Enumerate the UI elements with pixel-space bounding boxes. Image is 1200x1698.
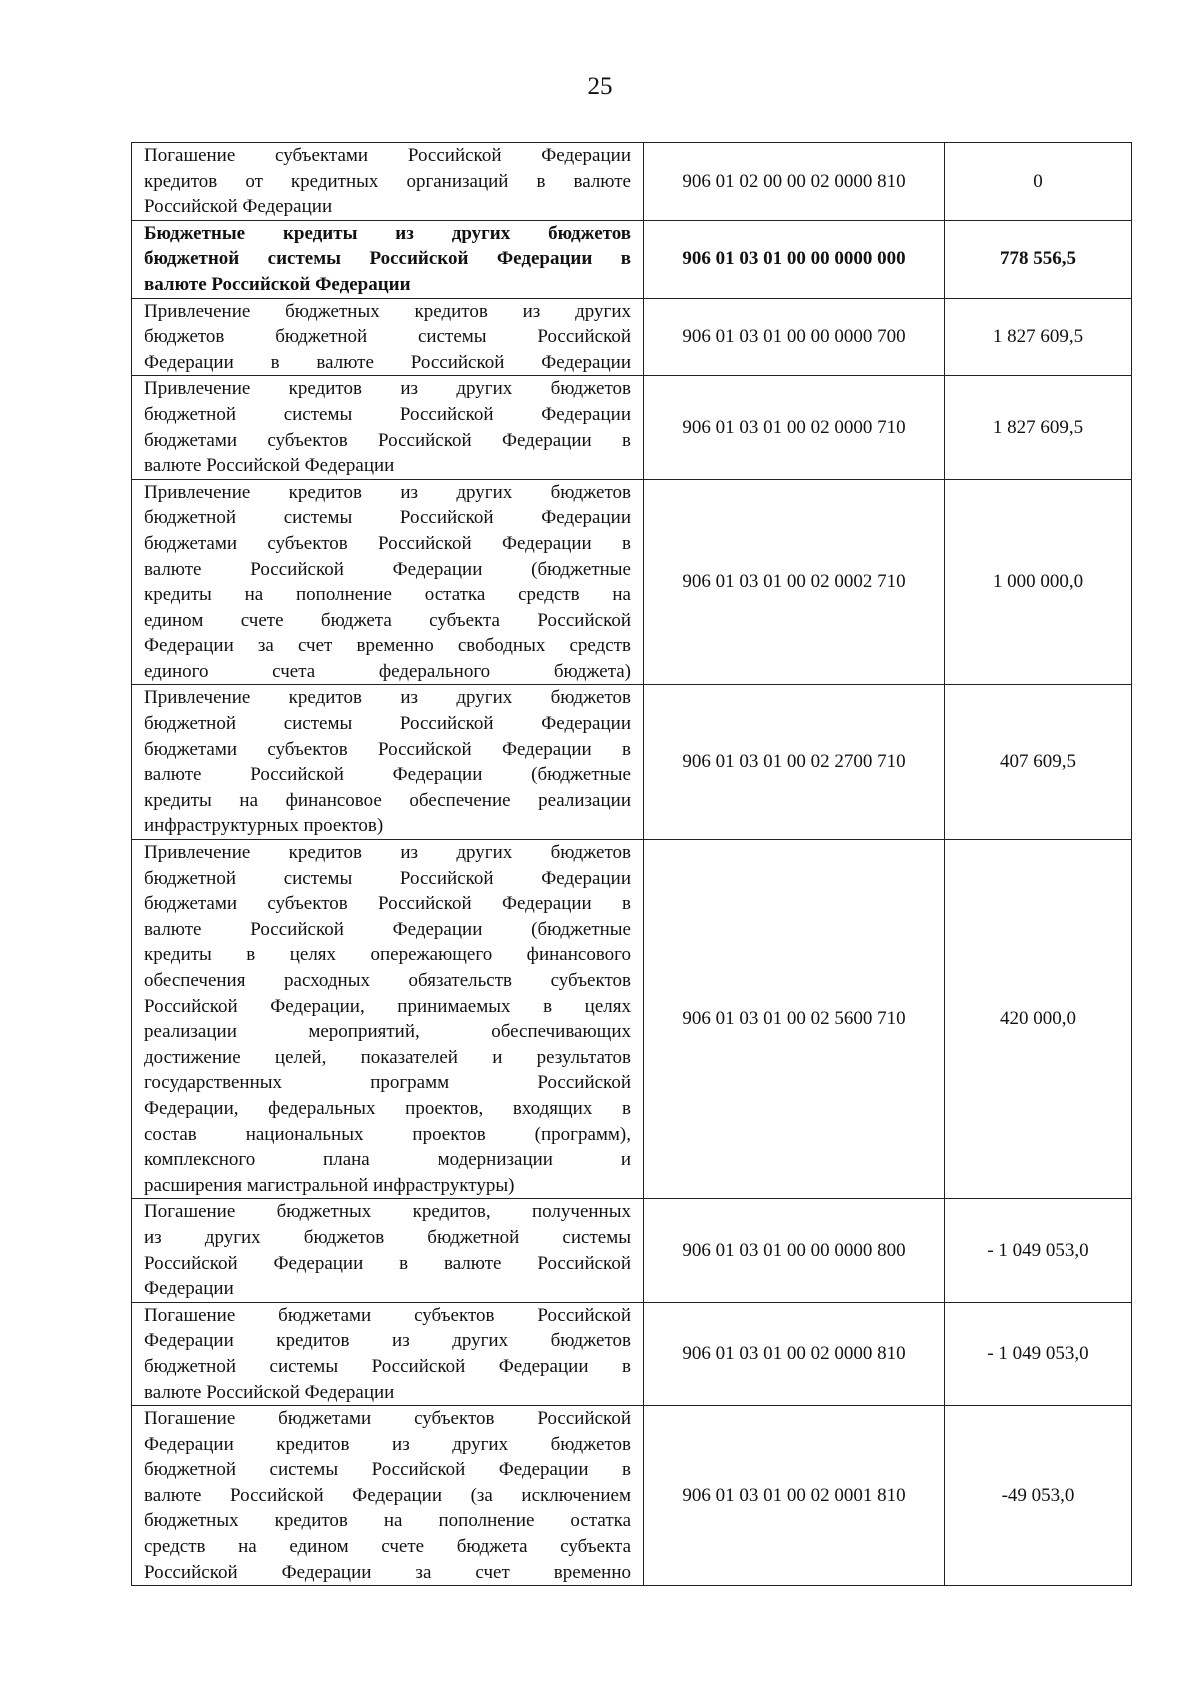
row-name-line: бюджетной системы Российской Федерации <box>144 713 631 735</box>
row-name-line: состав национальных проектов (программ), <box>144 1123 631 1145</box>
row-name-cell <box>132 1199 644 1302</box>
row-name-line: Федерации <box>144 1278 234 1300</box>
row-name-line: бюджетной системы Российской Федерации в <box>144 248 631 270</box>
table-row <box>132 479 1132 685</box>
row-name-line: Бюджетные кредиты из других бюджетов <box>144 222 631 244</box>
row-code-cell: 906 01 03 01 00 00 0000 700 <box>644 298 945 376</box>
budget-table <box>131 142 1132 1586</box>
row-value-cell: 1 827 609,5 <box>945 298 1132 376</box>
row-name-line: валюте Российской Федерации (бюджетные <box>144 918 631 940</box>
row-name-cell <box>132 1406 644 1586</box>
row-value-cell: - 1 049 053,0 <box>945 1199 1132 1302</box>
table-row <box>132 685 1132 840</box>
row-code-cell: 906 01 03 01 00 02 0000 810 <box>644 1302 945 1405</box>
table-row <box>132 1406 1132 1586</box>
row-code-cell: 906 01 03 01 00 02 5600 710 <box>644 840 945 1199</box>
row-name-line: Погашение бюджетами субъектов Российской <box>144 1408 631 1430</box>
row-value-cell: 1 000 000,0 <box>945 479 1132 685</box>
row-name-line: бюджетной системы Российской Федерации <box>144 403 631 425</box>
row-name-cell <box>132 479 644 685</box>
row-name-line: кредитов от кредитных организаций в валюте <box>144 170 631 192</box>
row-name-line: Погашение бюджетных кредитов, полученных <box>144 1201 631 1223</box>
row-name-line: Федерации кредитов из других бюджетов <box>144 1330 631 1352</box>
row-name-line: валюте Российской Федерации <box>144 1381 395 1403</box>
row-code-cell: 906 01 02 00 00 02 0000 810 <box>644 143 945 221</box>
row-name-line: кредиты в целях опережающего финансового <box>144 944 631 966</box>
row-name-line: бюджетами субъектов Российской Федерации в <box>144 738 631 760</box>
row-value-cell: 778 556,5 <box>945 220 1132 298</box>
row-name-line: Российской Федерации, принимаемых в целях <box>144 995 631 1017</box>
row-code-cell: 906 01 03 01 00 02 2700 710 <box>644 685 945 840</box>
row-name-cell <box>132 298 644 376</box>
row-name-line: обеспечения расходных обязательств субъектов <box>144 970 631 991</box>
row-name-line: Федерации за счет временно свободных средств <box>144 635 631 657</box>
row-name-line: Погашение субъектами Российской Федерации <box>144 145 631 166</box>
row-name-line: едином счете бюджета субъекта Российской <box>144 609 631 631</box>
row-name-line: государственных программ Российской <box>144 1072 631 1094</box>
row-name-line: комплексного плана модернизации и <box>144 1149 631 1171</box>
row-name-line: Российской Федерации за счет временно <box>144 1561 631 1583</box>
row-name-line: бюджетной системы Российской Федерации <box>144 507 631 529</box>
row-name-line: Привлечение кредитов из других бюджетов <box>144 842 631 864</box>
row-value-cell: 0 <box>945 143 1132 221</box>
row-name-cell <box>132 685 644 840</box>
table-row <box>132 1302 1132 1405</box>
row-name-line: валюте Российской Федерации (за исключением <box>144 1484 631 1506</box>
row-name-line: валюте Российской Федерации (бюджетные <box>144 558 631 580</box>
row-name-line: кредиты на пополнение остатка средств на <box>144 584 631 606</box>
row-name-line: бюджетной системы Российской Федерации в <box>144 1459 631 1481</box>
row-name-line: бюджетных кредитов на пополнение остатка <box>144 1510 631 1532</box>
row-name-line: Федерации в валюте Российской Федерации <box>144 351 631 373</box>
row-name-cell <box>132 1302 644 1405</box>
row-code-cell: 906 01 03 01 00 00 0000 000 <box>644 220 945 298</box>
table-row <box>132 298 1132 376</box>
row-name-line: валюте Российской Федерации <box>144 455 395 477</box>
row-name-line: бюджетами субъектов Российской Федерации в <box>144 532 631 554</box>
row-code-cell: 906 01 03 01 00 02 0002 710 <box>644 479 945 685</box>
row-name-line: валюте Российской Федерации (бюджетные <box>144 764 631 786</box>
row-name-line: расширения магистральной инфраструктуры) <box>144 1174 515 1196</box>
row-code-cell: 906 01 03 01 00 02 0000 710 <box>644 376 945 479</box>
table-row <box>132 143 1132 221</box>
row-name-line: Привлечение бюджетных кредитов из других <box>144 300 631 322</box>
row-name-line: Федерации кредитов из других бюджетов <box>144 1433 631 1455</box>
row-name-line: Российской Федерации в валюте Российской <box>144 1252 631 1274</box>
row-name-line: единого счета федерального бюджета) <box>144 660 631 682</box>
row-value-cell: 407 609,5 <box>945 685 1132 840</box>
row-value-cell: -49 053,0 <box>945 1406 1132 1586</box>
row-name-line: Привлечение кредитов из других бюджетов <box>144 481 631 503</box>
row-name-line: бюджетной системы Российской Федерации в <box>144 1355 631 1377</box>
row-name-line: бюджетной системы Российской Федерации <box>144 867 631 889</box>
row-name-line: валюте Российской Федерации <box>144 273 411 295</box>
row-value-cell: 420 000,0 <box>945 840 1132 1199</box>
row-code-cell: 906 01 03 01 00 00 0000 800 <box>644 1199 945 1302</box>
row-name-line: реализации мероприятий, обеспечивающих <box>144 1021 631 1043</box>
row-value-cell: 1 827 609,5 <box>945 376 1132 479</box>
row-name-line: Погашение бюджетами субъектов Российской <box>144 1304 631 1326</box>
table-row <box>132 1199 1132 1302</box>
row-name-line: Привлечение кредитов из других бюджетов <box>144 687 631 709</box>
table-row <box>132 376 1132 479</box>
table-row <box>132 220 1132 298</box>
table-row <box>132 840 1132 1199</box>
row-name-line: бюджетов бюджетной системы Российской <box>144 326 631 348</box>
page-number: 25 <box>587 73 613 100</box>
row-name-cell <box>132 143 644 221</box>
row-code-cell: 906 01 03 01 00 02 0001 810 <box>644 1406 945 1586</box>
row-name-cell <box>132 220 644 298</box>
row-name-cell <box>132 376 644 479</box>
row-name-line: инфраструктурных проектов) <box>144 815 384 837</box>
row-name-line: бюджетами субъектов Российской Федерации в <box>144 429 631 451</box>
row-name-line: Федерации, федеральных проектов, входящих в <box>144 1097 631 1119</box>
row-name-cell <box>132 840 644 1199</box>
row-name-line: бюджетами субъектов Российской Федерации в <box>144 893 631 915</box>
row-name-line: кредиты на финансовое обеспечение реализации <box>144 789 631 811</box>
row-name-line: средств на едином счете бюджета субъекта <box>144 1536 631 1558</box>
row-name-line: Российской Федерации <box>144 196 333 218</box>
row-name-line: Привлечение кредитов из других бюджетов <box>144 378 631 400</box>
row-name-line: из других бюджетов бюджетной системы <box>144 1226 631 1248</box>
row-value-cell: - 1 049 053,0 <box>945 1302 1132 1405</box>
row-name-line: достижение целей, показателей и результатов <box>144 1046 631 1068</box>
